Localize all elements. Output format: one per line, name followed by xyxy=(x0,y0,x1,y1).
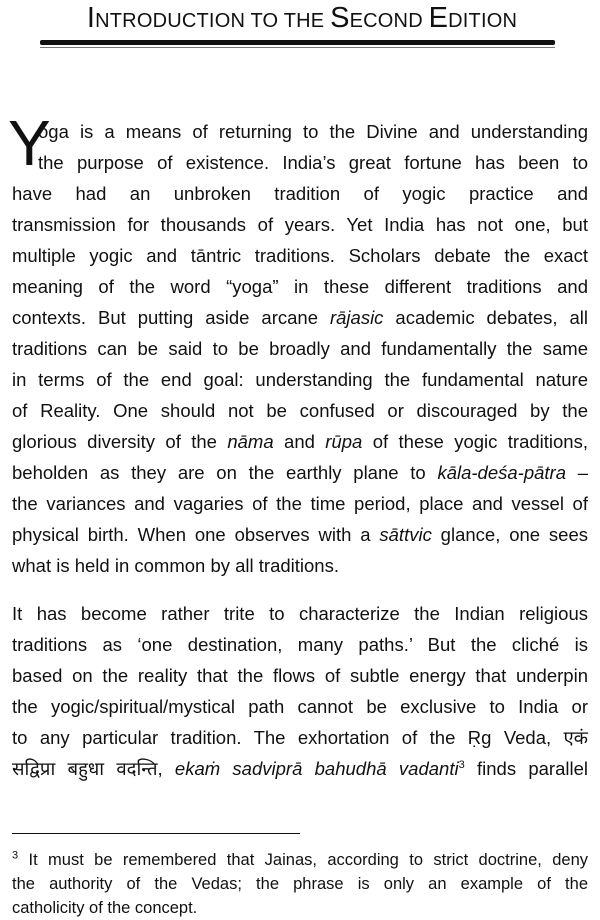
footnote-marker: 3 xyxy=(12,849,19,862)
italic-term: kāla-deśa-pātra xyxy=(437,462,566,483)
text-line: meaning of the word “yoga” in these different traditions and xyxy=(12,276,588,297)
text-line: the variances and vagaries of the time period, place and vessel of xyxy=(12,493,588,514)
text-line: traditions can be said to be broadly and fundamentally the same xyxy=(12,338,588,359)
text-line: transmission for thousands of years. Yet India has not one, but xyxy=(12,214,588,235)
drop-cap: Y xyxy=(8,107,51,179)
text-run: glorious diversity of the xyxy=(12,431,228,452)
chapter-title xyxy=(47,2,557,35)
text-line: based on the reality that the flows of subtle energy that underpin xyxy=(12,665,588,686)
text-line xyxy=(12,430,588,454)
text-run: glance, one sees xyxy=(431,524,588,545)
text-line xyxy=(12,757,588,781)
title-underline xyxy=(40,40,555,45)
footnote-text: It must be remembered that Jainas, according to strict doctrine, deny xyxy=(18,851,588,869)
title-cap: E xyxy=(428,2,449,34)
footnote-reference[interactable]: 3 xyxy=(458,758,465,771)
text-line: the yogic/spiritual/mystical path cannot be exclusive to India or xyxy=(12,696,588,717)
italic-term: rūpa xyxy=(325,431,363,452)
footnote-line: catholicity of the concept. xyxy=(12,899,198,917)
text-run: of these yogic traditions, xyxy=(362,431,588,452)
text-run: – xyxy=(565,462,588,483)
text-line: oga is a means of returning to the Divine and understanding xyxy=(38,121,588,142)
text-line xyxy=(12,461,588,485)
italic-term: nāma xyxy=(227,431,274,452)
text-line: to any particular tradition. The exhortation of the Ṛg Veda, एकं xyxy=(12,727,588,748)
footnote-line: the authority of the Vedas; the phrase is only an example of the xyxy=(12,875,588,893)
italic-term: sāttvic xyxy=(379,524,432,545)
text-line: of Reality. One should not be confused or discouraged by the xyxy=(12,400,588,421)
text-line: traditions as ‘one destination, many paths.’ But the cliché is xyxy=(12,634,588,655)
footnote-separator xyxy=(12,833,300,834)
text-line: the purpose of existence. India’s great fortune has been to xyxy=(38,152,588,173)
text-run: beholden as they are on the earthly plane to xyxy=(12,462,438,483)
text-line: what is held in common by all traditions. xyxy=(12,555,339,576)
title-text: DITION xyxy=(448,10,518,32)
text-line xyxy=(12,523,588,547)
text-line xyxy=(12,306,588,330)
title-underline-thin xyxy=(40,47,555,48)
devanagari-quote: सद्विप्रा बहुधा वदन्ति, xyxy=(12,758,175,779)
text-line: multiple yogic and tāntric traditions. Scholars debate the exact xyxy=(12,245,588,266)
italic-term: rājasic xyxy=(329,307,384,328)
text-run: physical birth. When one observes with a xyxy=(12,524,380,545)
text-line: It has become rather trite to characterize the Indian religious xyxy=(12,603,588,624)
title-cap: I xyxy=(86,2,96,34)
title-cap: S xyxy=(330,2,350,34)
italic-transliteration: ekaṁ sadviprā bahudhā vadanti xyxy=(174,758,459,779)
text-run: finds parallel xyxy=(464,758,588,779)
text-line: in terms of the end goal: understanding the fundamental nature xyxy=(12,369,588,390)
text-run: and xyxy=(273,431,326,452)
title-text: ECOND xyxy=(349,10,429,32)
text-run: contexts. But putting aside arcane xyxy=(12,307,330,328)
title-text: NTRODUCTION TO THE xyxy=(95,10,331,32)
text-run: academic debates, all xyxy=(383,307,588,328)
text-line: have had an unbroken tradition of yogic practice and xyxy=(12,183,588,204)
footnote-line xyxy=(12,848,588,872)
